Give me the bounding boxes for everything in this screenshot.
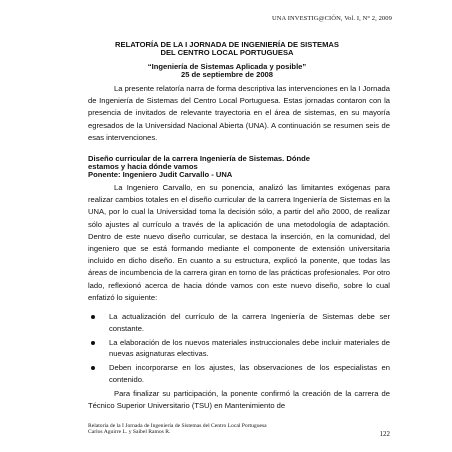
subtitle-line-1: “Ingeniería de Sistemas Aplicada y posible” [147, 62, 307, 71]
section-heading-line-2: estamos y hacia dónde vamos [88, 161, 198, 171]
running-head: UNA INVESTIG@CIÓN, Vol. I, N° 2, 2009 [271, 15, 392, 22]
subtitle-line-2: 25 de septiembre de 2008 [180, 70, 274, 80]
list-item [88, 337, 390, 360]
body-text: La Ingeniero Carvallo, en su ponencia, analizó las limitantes exógenas para realizar cambios totales en el diseño curricular de la carrera Ingeniería de Sistemas en la UNA, por lo cual la Universidad toma la decisión sólo, a partir del año 2000, de realizar sólo ajustes al currículo a través de la aplicación de una metodología de adaptación. Dentro de este nuevo diseño curricular, se destaca la inserción, en la comunidad, del ingeniero que se está formando mediante el componente de extensión universitaria incluido en dicho diseño. En cuanto a su estructura, explicó la ponente, que todas las áreas de incumbencia de la carrera giran en torno de las prácticas profesionales. Por otro lado, reflexionó acerca de hacia dónde vamos con este nuevo diseño, sobre lo cual enfatizó lo siguiente: [88, 183, 390, 302]
list-item [88, 311, 390, 334]
list-item-text: Deben incorporarse en los ajustes, las observaciones de los especialistas en contenido. [109, 363, 390, 384]
document-title [92, 41, 362, 58]
document-subtitle [92, 63, 362, 80]
footer-line-1: Relatoría de la I Jornada de Ingeniería de Sistemas del Centro Local Portuguesa [88, 423, 267, 429]
page-number: 122 [379, 430, 390, 438]
section-heading-line-1: Diseño curricular de la carrera Ingeniería de Sistemas. Dónde [88, 154, 310, 163]
list-item [88, 362, 390, 385]
body-paragraph [88, 182, 390, 304]
page-footer [88, 423, 267, 436]
bullet-list [88, 311, 390, 388]
title-line-1: RELATORÍA DE LA I JORNADA DE INGENIERÍA DE SISTEMAS [115, 40, 339, 49]
closing-paragraph [88, 388, 390, 412]
closing-text: Para finalizar su participación, la ponente confirmó la creación de la carrera de Técnico Superior Universitario (TSU) en Mantenimiento de [88, 389, 390, 411]
title-line-2: DEL CENTRO LOCAL PORTUGUESA [160, 48, 294, 58]
bullet-icon [91, 341, 95, 345]
bullet-icon [91, 315, 95, 319]
intro-text: La presente relatoría narra de forma descriptiva las intervenciones en la I Jornada de Ingeniería de Sistemas del Centro Local Portuguesa. Estas jornadas contaron con la presencia de invitados de relevante trayectoria en el área de sistemas, en su mayoría egresados de la Universidad Nacional Abierta (UNA). A continuación se resumen seis de esas intervenciones. [88, 84, 390, 142]
section-speaker: Ponente: Ingeniero Judit Carvallo - UNA [88, 169, 233, 179]
section-heading [88, 155, 390, 179]
footer-line-2: Carlos Aguirre L. y Saibel Ramos R. [88, 429, 171, 436]
list-item-text: La elaboración de los nuevos materiales instruccionales debe incluir materiales de nuevas asignaturas electivas. [109, 337, 390, 358]
list-item-text: La actualización del currículo de la carrera Ingeniería de Sistemas debe ser constante. [109, 312, 390, 333]
intro-paragraph [88, 83, 390, 144]
bullet-icon [91, 366, 95, 370]
